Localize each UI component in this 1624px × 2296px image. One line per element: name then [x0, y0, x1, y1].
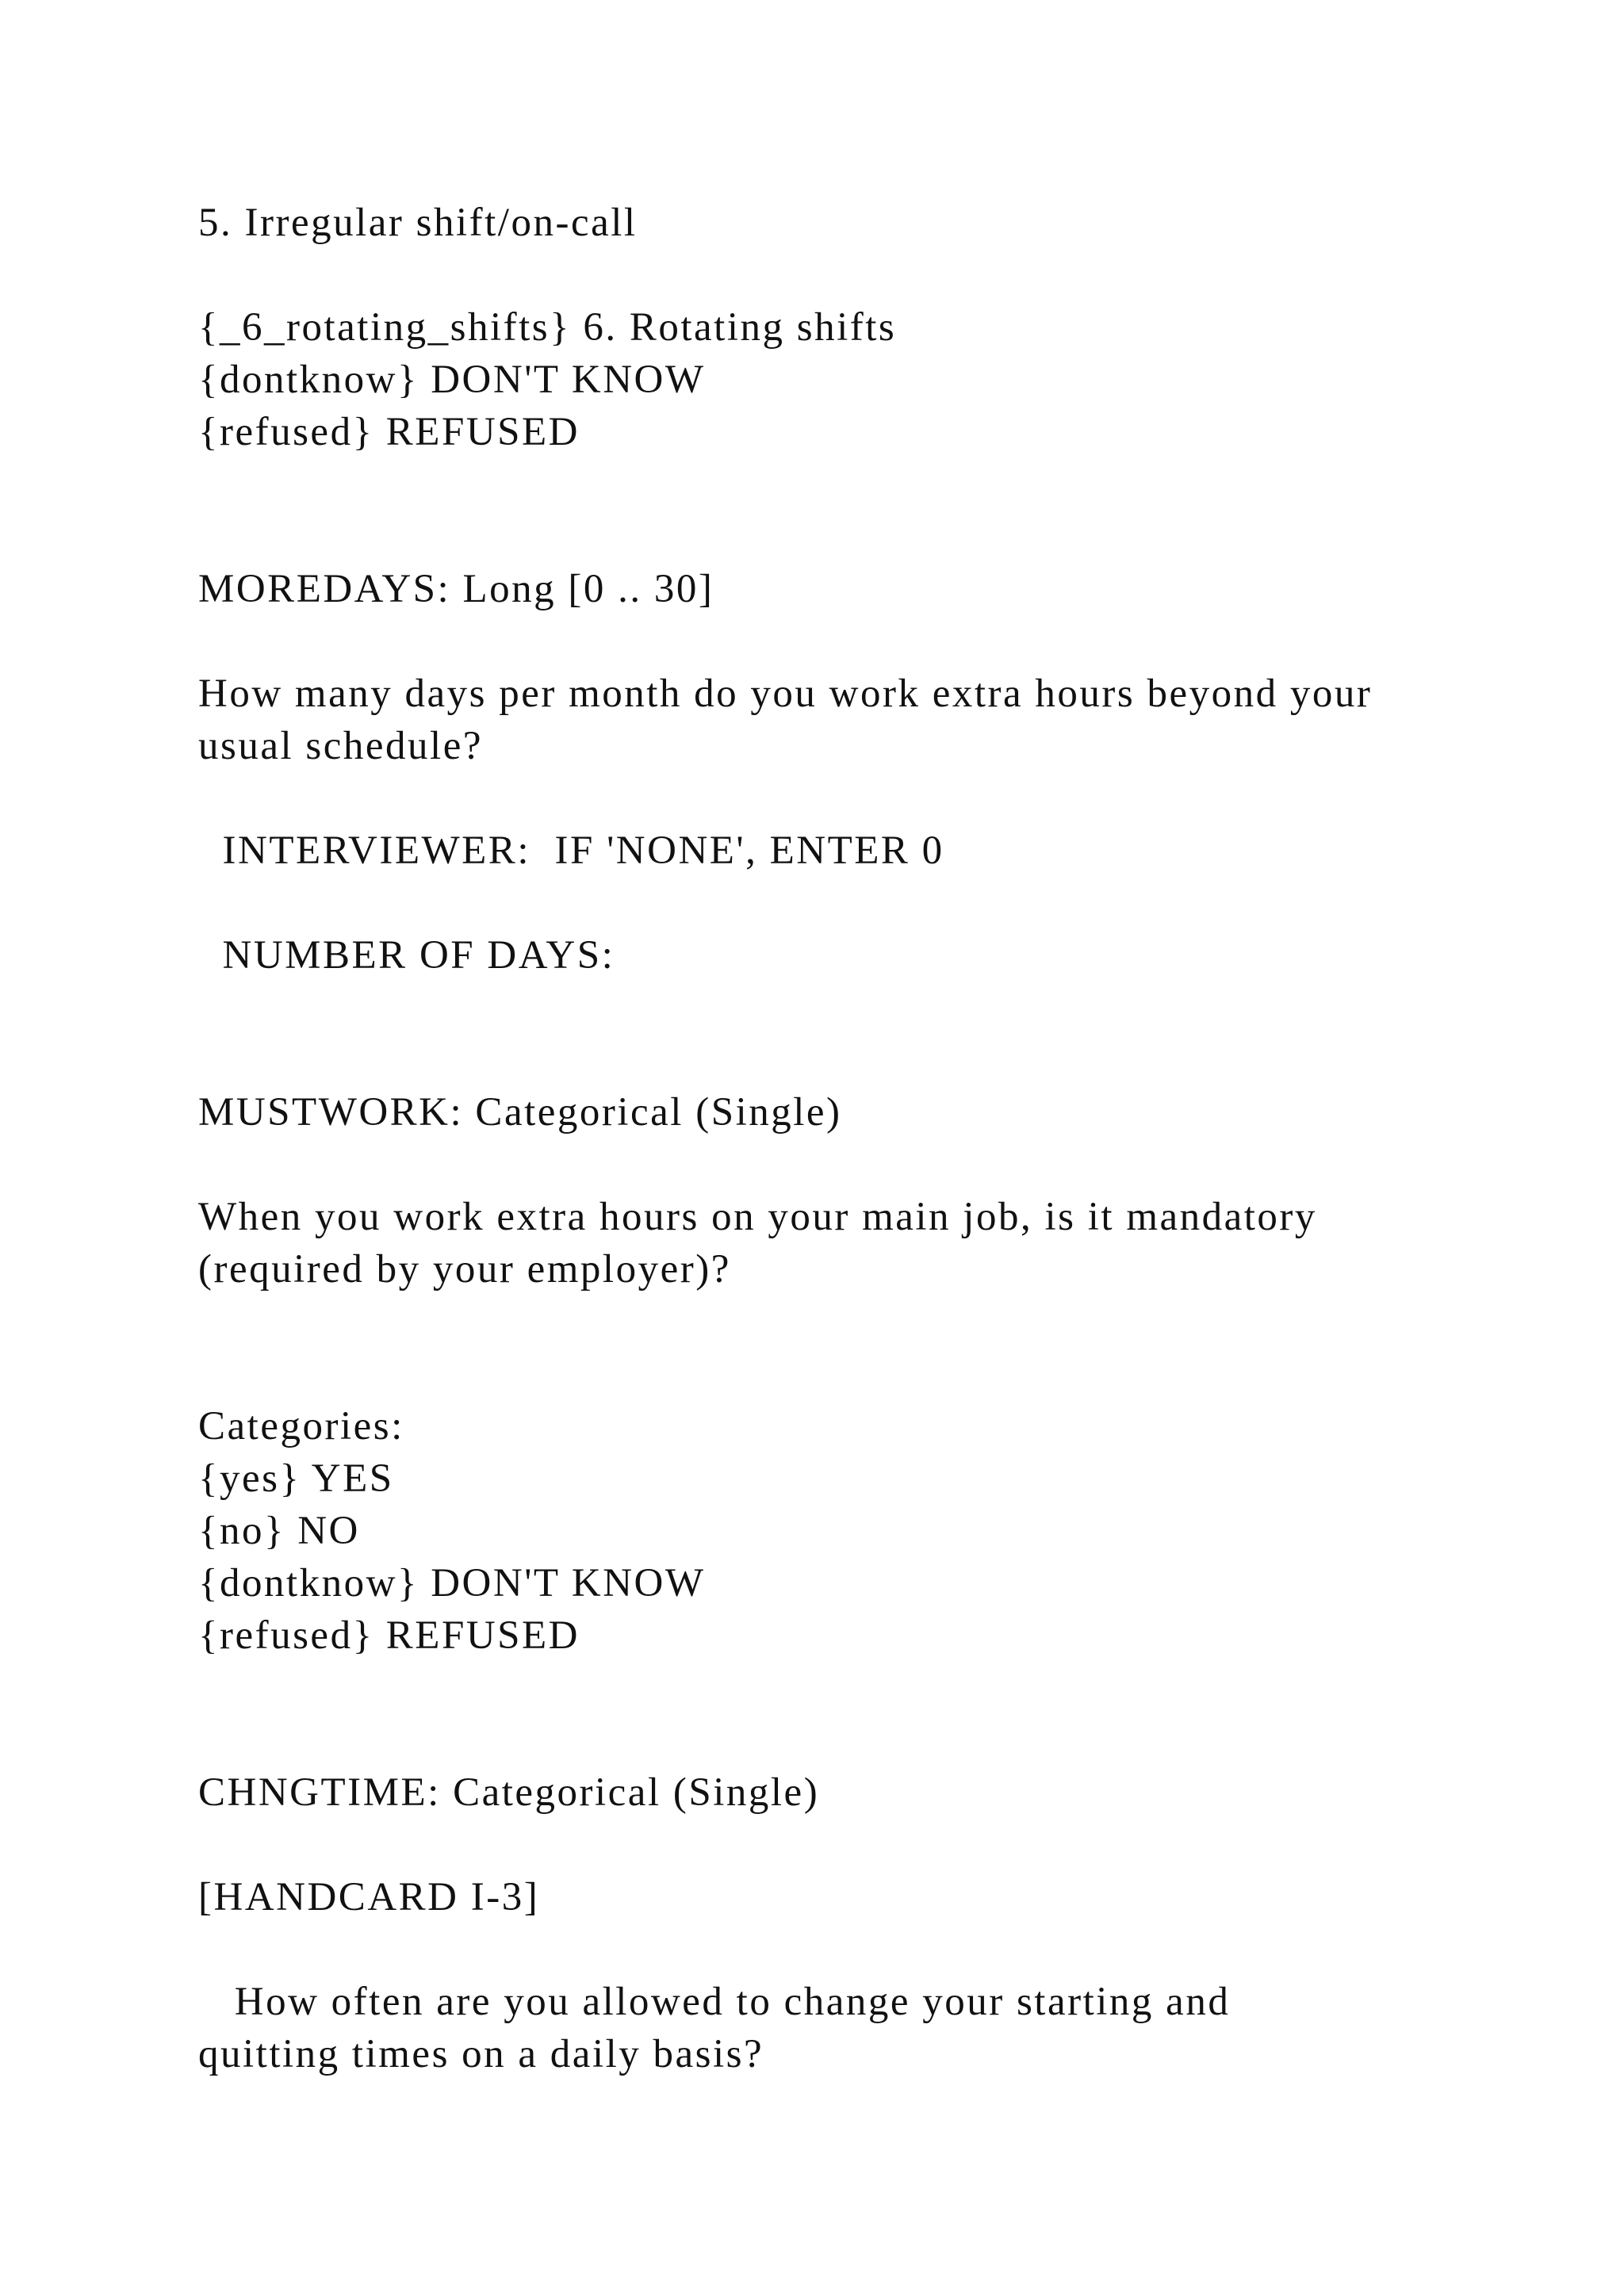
mustwork-question-line-1: When you work extra hours on your main job, is it mandatory: [198, 1195, 1317, 1239]
mustwork-header: MUSTWORK: Categorical (Single): [198, 1090, 842, 1135]
moredays-header: MOREDAYS: Long [0 .. 30]: [198, 567, 714, 611]
moredays-number-prompt: NUMBER OF DAYS:: [198, 933, 615, 978]
shift-option-refused: {refused} REFUSED: [198, 410, 580, 454]
mustwork-categories-label: Categories:: [198, 1404, 404, 1448]
moredays-interviewer-instruction: INTERVIEWER: IF 'NONE', ENTER 0: [198, 828, 944, 873]
shift-option-5: 5. Irregular shift/on-call: [198, 201, 638, 245]
mustwork-option-refused: {refused} REFUSED: [198, 1613, 580, 1658]
shift-option-6: {_6_rotating_shifts} 6. Rotating shifts: [198, 305, 897, 350]
mustwork-option-no: {no} NO: [198, 1509, 360, 1553]
mustwork-option-yes: {yes} YES: [198, 1456, 394, 1501]
chngtime-handcard: [HANDCARD I-3]: [198, 1875, 540, 1919]
moredays-question-line-1: How many days per month do you work extra hours beyond your: [198, 672, 1373, 716]
shift-option-dontknow: {dontknow} DON'T KNOW: [198, 358, 706, 402]
moredays-question-line-2: usual schedule?: [198, 724, 483, 768]
chngtime-header: CHNGTIME: Categorical (Single): [198, 1770, 820, 1815]
mustwork-question-line-2: (required by your employer)?: [198, 1247, 731, 1292]
chngtime-question-line-1: How often are you allowed to change your starting and: [198, 1980, 1231, 2024]
mustwork-option-dontknow: {dontknow} DON'T KNOW: [198, 1561, 706, 1605]
chngtime-question-line-2: quitting times on a daily basis?: [198, 2032, 764, 2076]
